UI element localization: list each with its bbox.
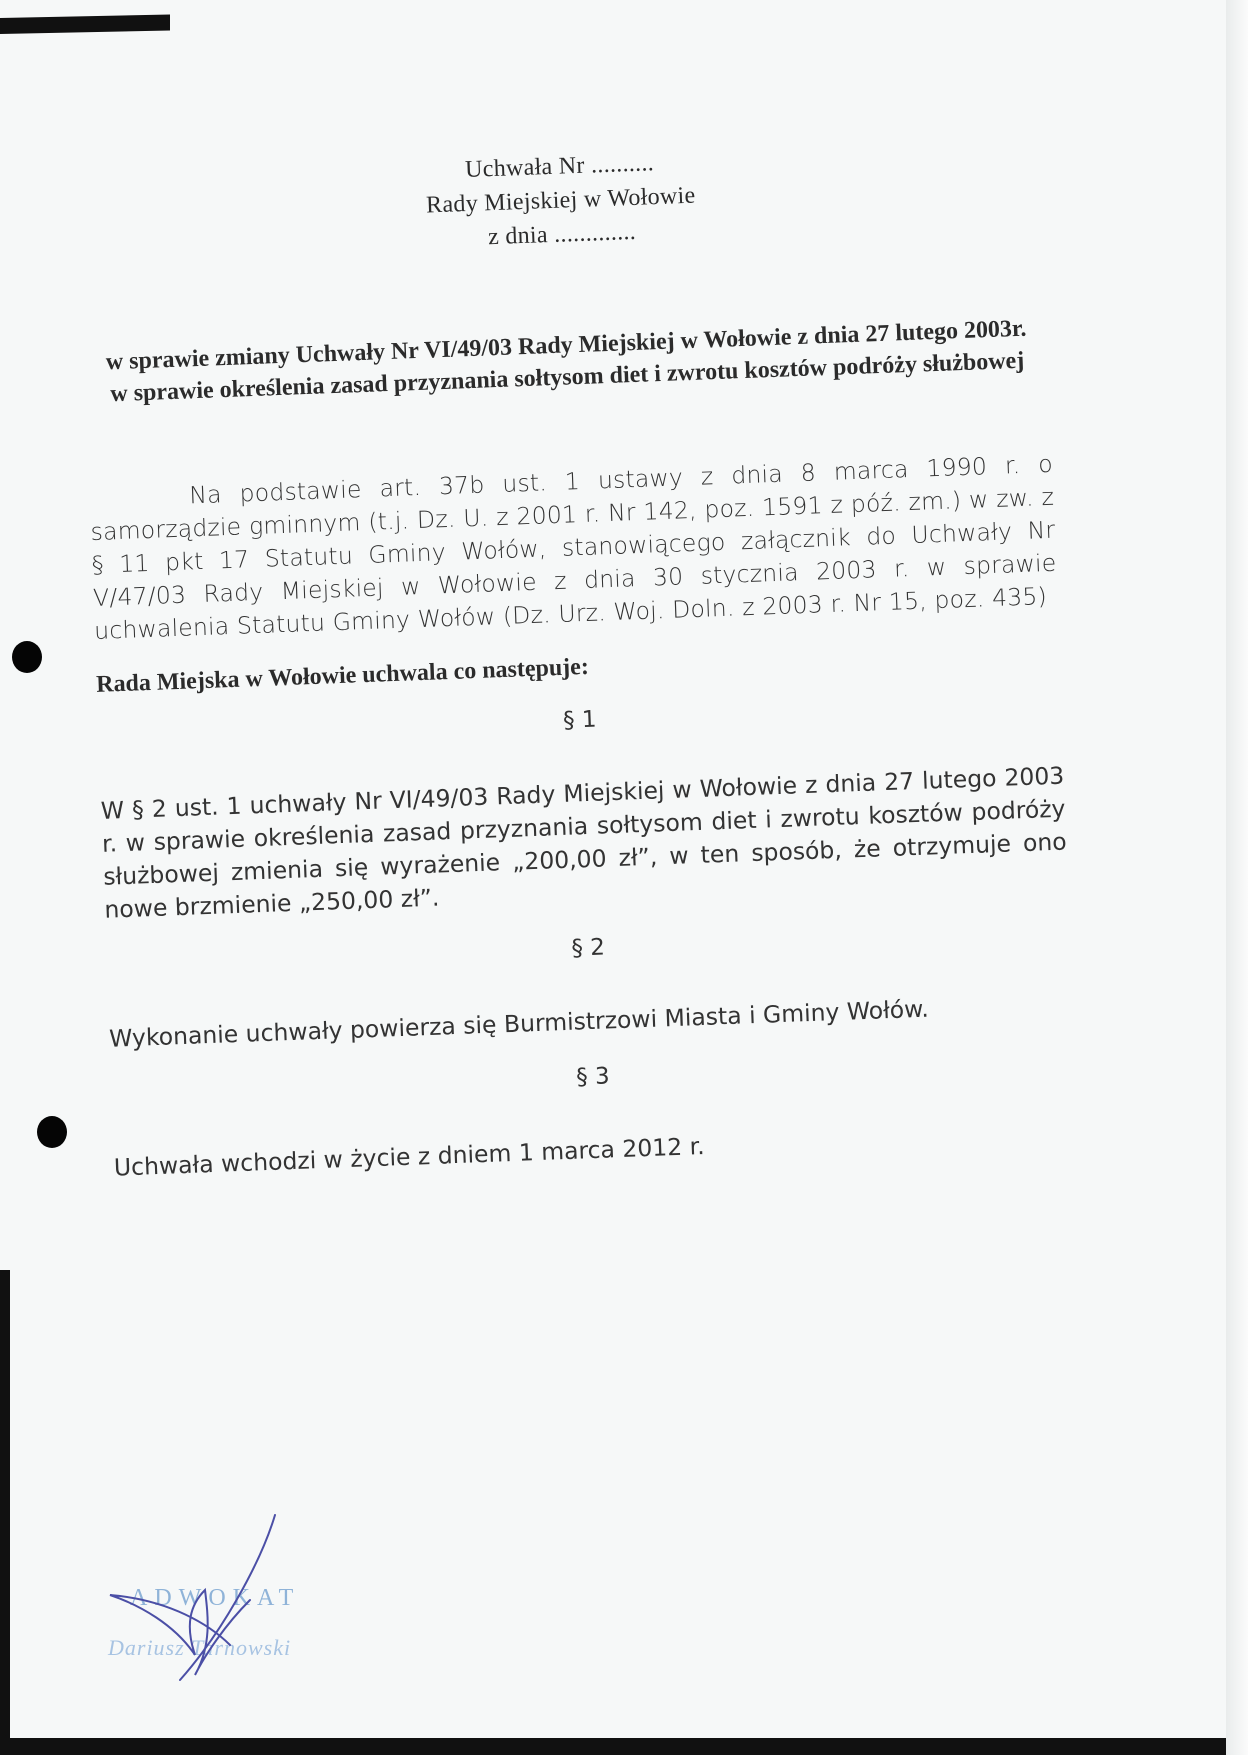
resolution-number: Uchwała Nr .......... (464, 150, 655, 184)
council-name: Rady Miejskiej w Wołowie (425, 182, 696, 219)
legal-basis: Na podstawie art. 37b ust. 1 ustawy z dnia 8 marca 1990 r. o samorządzie gminnym (t.j. Dz. U. z 2001 r. Nr 142, poz. 1591 z póź. zm.) w zw. z § 11 pkt 17 Statutu Gminy Wołów, stanowiącego załącznik do Uchwały Nr V/47/03 Rady Miejskiej w Wołowie z dnia 30 stycznia 2003 r. w sprawie uchwalenia Statutu Gminy Wołów (Dz. Urz. Woj. Doln. z 2003 r. Nr 15, poz. 435) (90, 449, 1057, 645)
stamp-name: Dariusz Tarnowski (108, 1635, 292, 1660)
paragraph-3-heading: § 3 (575, 1063, 611, 1091)
punch-hole-top (12, 641, 42, 673)
attorney-stamp (100, 1505, 330, 1695)
paragraph-2-text: Wykonanie uchwały powierza się Burmistrzowi Miasta i Gminy Wołów. (108, 994, 930, 1053)
document-page (69, 132, 1086, 1185)
resolution-date: z dnia ............. (487, 218, 637, 251)
scan-edge-top (0, 14, 170, 34)
punch-hole-bottom (37, 1116, 67, 1148)
paragraph-3-text: Uchwała wchodzi w życie z dniem 1 marca 2012 r. (113, 1131, 706, 1182)
paragraph-2-heading: § 2 (571, 934, 606, 962)
scan-edge-bottom (0, 1738, 1248, 1755)
scan-edge-right (1226, 0, 1248, 1755)
resolves-statement: Rada Miejska w Wołowie uchwala co następuje: (95, 653, 590, 698)
paragraph-1-heading: § 1 (562, 706, 598, 734)
stamp-title: ADWOKAT (130, 1585, 301, 1611)
scan-edge-left (0, 1270, 10, 1755)
signature-icon (100, 1505, 330, 1695)
document-subject: w sprawie zmiany Uchwały Nr VI/49/03 Rady Miejskiej w Wołowie z dnia 27 lutego 2003r. w sprawie określenia zasad przyznania sołtysom diet i zwrotu kosztów podróży służbowej (105, 315, 1027, 408)
paragraph-1-text: W § 2 ust. 1 uchwały Nr VI/49/03 Rady Miejskiej w Wołowie z dnia 27 lutego 2003 r. w sprawie określenia zasad przyznania sołtysom diet i zwrotu kosztów podróży służbowej zmienia się wyrażenie „200,00 zł”, w ten sposób, że otrzymuje ono nowe brzmienie „250,00 zł”. (100, 761, 1068, 924)
